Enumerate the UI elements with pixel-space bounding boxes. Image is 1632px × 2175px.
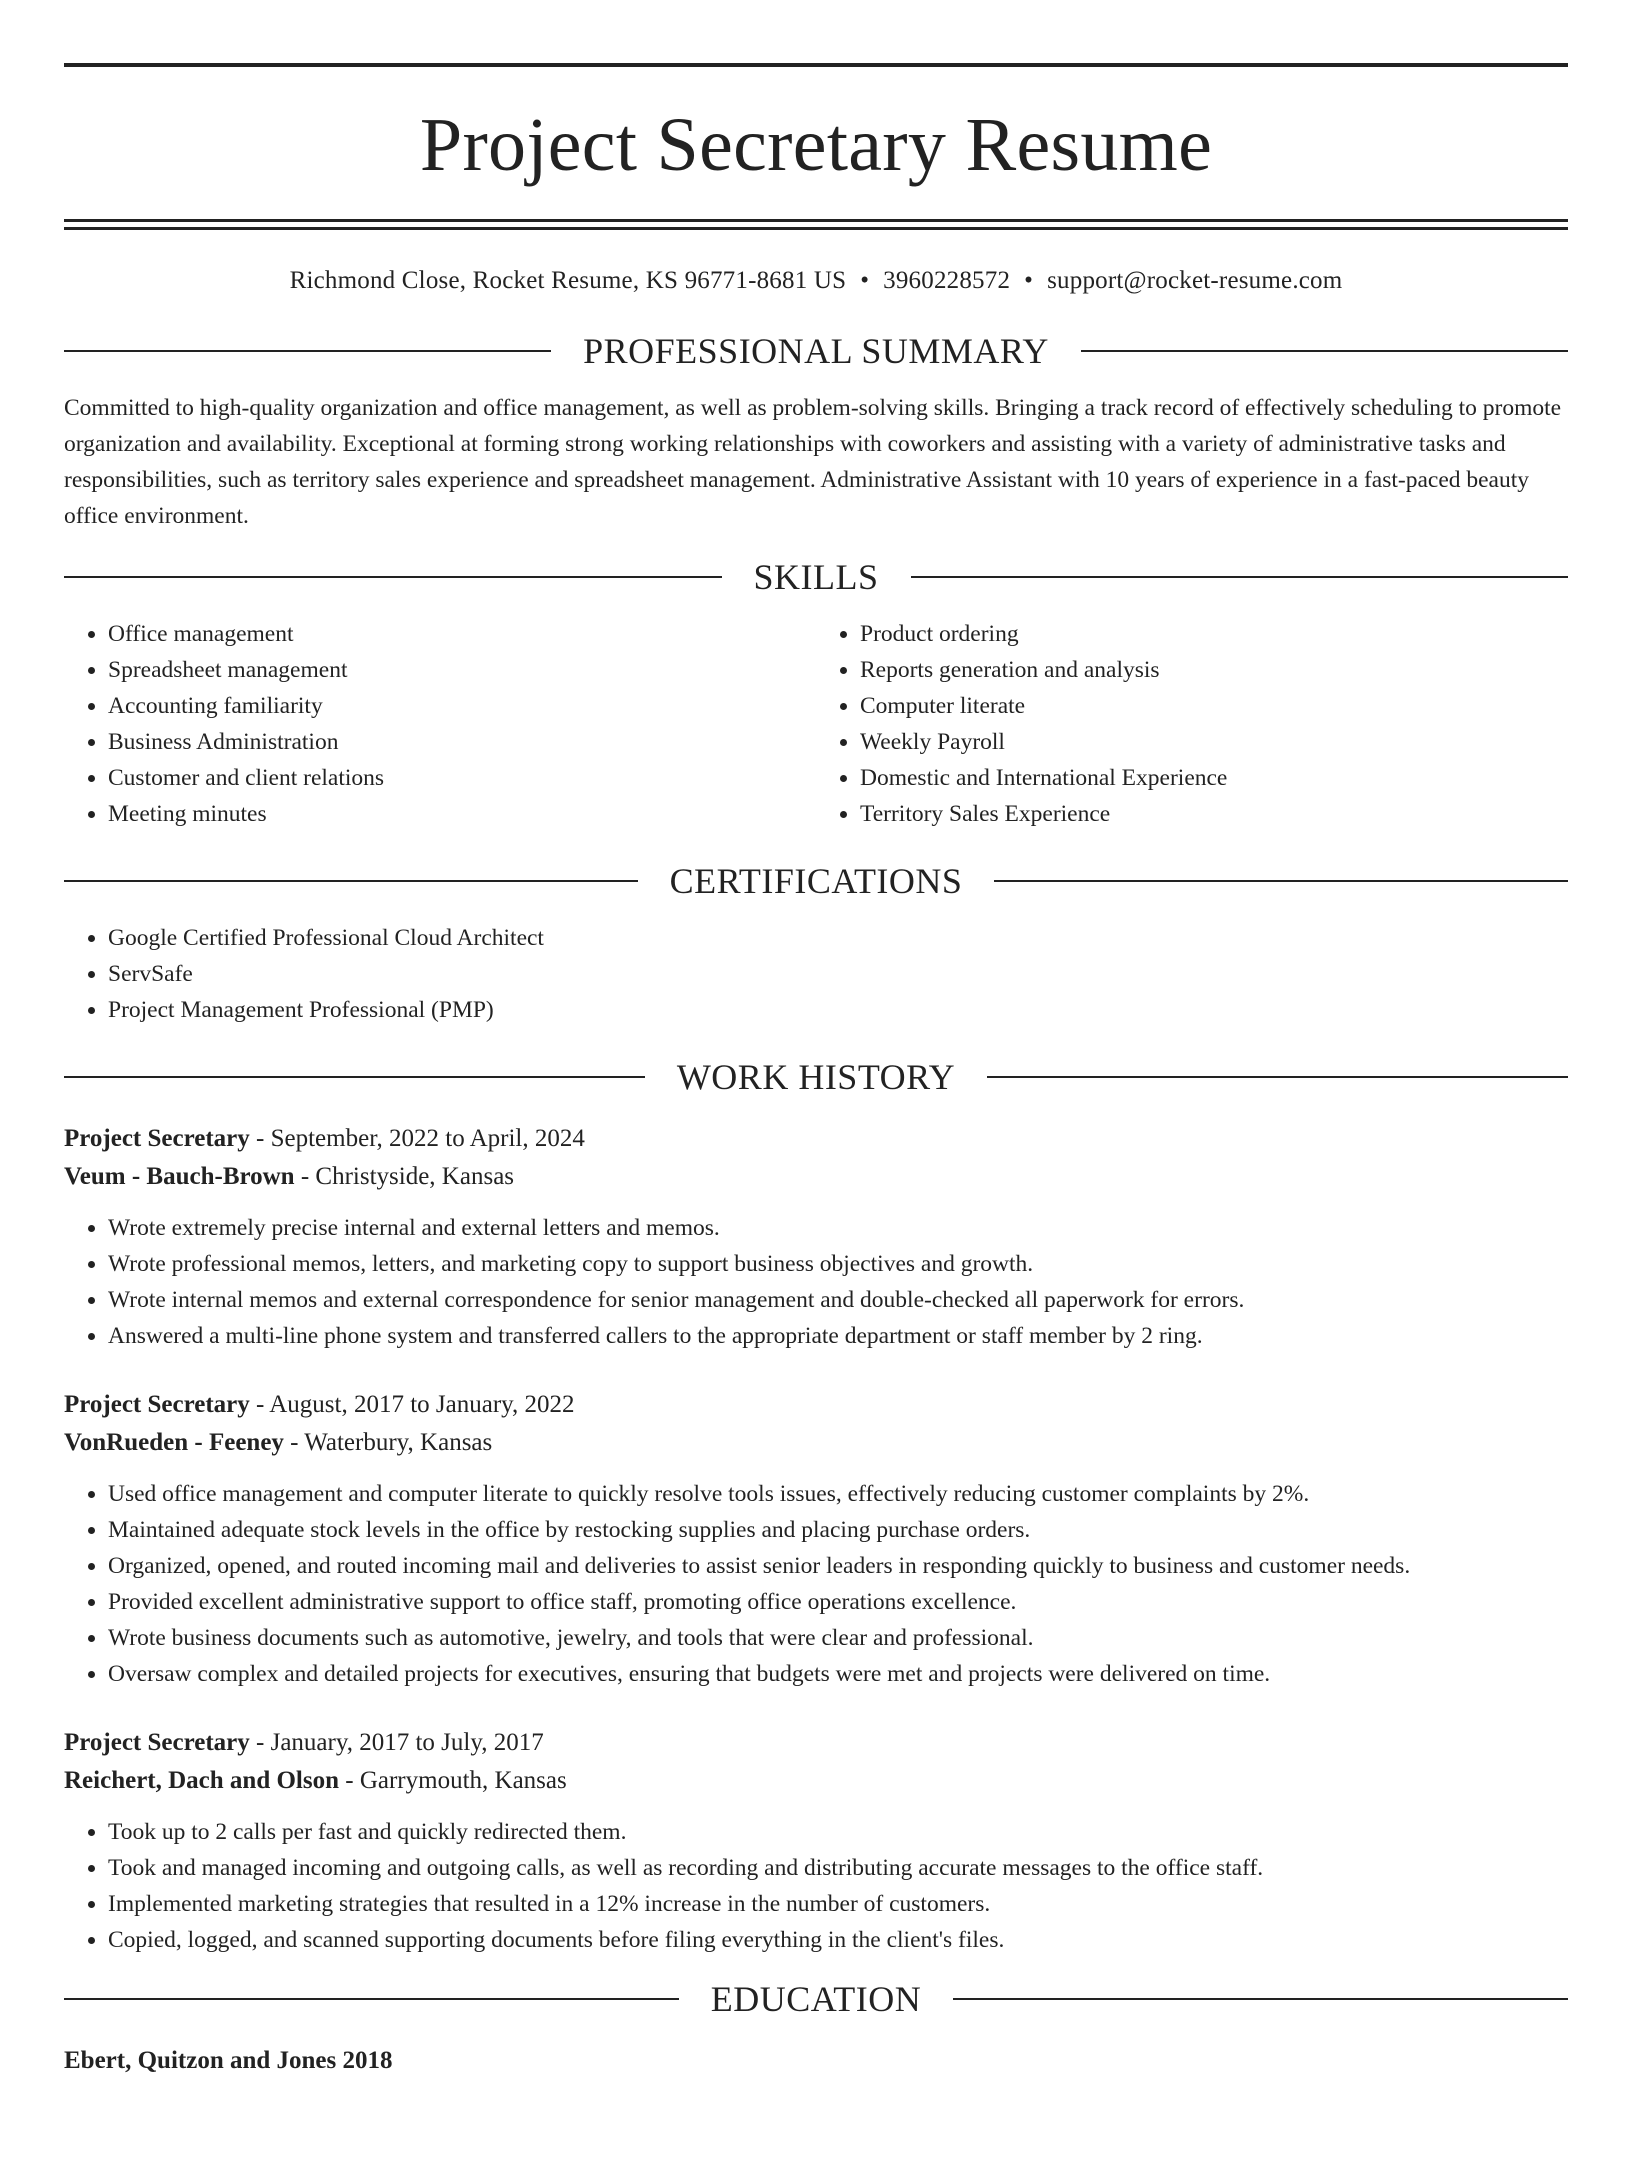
divider-line bbox=[987, 1076, 1568, 1078]
job-company-line bbox=[64, 1762, 1568, 1800]
job-location: - Christyside, Kansas bbox=[294, 1163, 515, 1190]
page-title: Project Secretary Resume bbox=[419, 103, 1213, 187]
certification-item: • Project Management Professional (PMP) bbox=[108, 992, 1568, 1028]
job-dates: - August, 2017 to January, 2022 bbox=[249, 1391, 575, 1418]
skill-item: • Customer and client relations bbox=[108, 760, 816, 796]
divider-line bbox=[64, 576, 722, 578]
section-header-skills bbox=[64, 556, 1568, 598]
job-title-line bbox=[64, 1120, 1568, 1158]
job-bullet: • Took and managed incoming and outgoing calls, as well as recording and distributing accurate messages to the office staff. bbox=[108, 1850, 1568, 1886]
divider-line bbox=[911, 576, 1569, 578]
skill-item: • Weekly Payroll bbox=[860, 724, 1568, 760]
certification-item: • ServSafe bbox=[108, 956, 1568, 992]
title-double-rule bbox=[64, 219, 1568, 230]
job-bullet: • Wrote extremely precise internal and external letters and memos. bbox=[108, 1210, 1568, 1246]
job-bullet: • Wrote business documents such as automotive, jewelry, and tools that were clear and professional. bbox=[108, 1620, 1568, 1656]
job-role: Project Secretary bbox=[64, 1125, 250, 1152]
skill-item: • Business Administration bbox=[108, 724, 816, 760]
resume-page bbox=[0, 63, 1632, 2175]
divider-line bbox=[64, 1076, 645, 1078]
contact-separator: • bbox=[1024, 267, 1034, 294]
job-bullet: • Wrote internal memos and external correspondence for senior management and double-checked all paperwork for errors. bbox=[108, 1282, 1568, 1318]
section-header-work-history bbox=[64, 1056, 1568, 1098]
divider-line bbox=[1081, 350, 1568, 352]
skill-item: • Domestic and International Experience bbox=[860, 760, 1568, 796]
job-entry bbox=[64, 1386, 1568, 1692]
job-company: VonRueden - Feeney bbox=[64, 1429, 284, 1456]
contact-phone: 3960228572 bbox=[883, 267, 1011, 294]
education-entry: Ebert, Quitzon and Jones 2018 bbox=[64, 2047, 393, 2074]
job-dates: - January, 2017 to July, 2017 bbox=[249, 1729, 544, 1756]
job-dates: - September, 2022 to April, 2024 bbox=[249, 1125, 585, 1152]
job-entry bbox=[64, 1724, 1568, 1958]
contact-line bbox=[64, 266, 1568, 296]
job-location: - Waterbury, Kansas bbox=[283, 1429, 493, 1456]
job-bullet: • Provided excellent administrative support to office staff, promoting office operations excellence. bbox=[108, 1584, 1568, 1620]
job-bullet: • Wrote professional memos, letters, and marketing copy to support business objectives and growth. bbox=[108, 1246, 1568, 1282]
certifications-list bbox=[64, 920, 1568, 1028]
job-bullets bbox=[64, 1476, 1568, 1692]
summary-text: Committed to high-quality organization and office management, as well as problem-solving skills. Bringing a track record of effectively scheduling to promote organization and availability. Exceptional at forming strong working relationships with coworkers and assisting with a variety of administrative tasks and responsibilities, such as territory sales experience and spreadsheet management. Administrative Assistant with 10 years of experience in a fast-paced beauty office environment. bbox=[64, 395, 1562, 529]
section-header-summary bbox=[64, 330, 1568, 372]
section-title-education: EDUCATION bbox=[710, 1979, 922, 2019]
skill-item: • Reports generation and analysis bbox=[860, 652, 1568, 688]
section-header-certifications bbox=[64, 860, 1568, 902]
job-bullet: • Took up to 2 calls per fast and quickly redirected them. bbox=[108, 1814, 1568, 1850]
job-company: Veum - Bauch-Brown bbox=[64, 1163, 295, 1190]
job-company: Reichert, Dach and Olson bbox=[64, 1767, 339, 1794]
job-bullet: • Maintained adequate stock levels in the office by restocking supplies and placing purchase orders. bbox=[108, 1512, 1568, 1548]
divider-line bbox=[994, 880, 1568, 882]
job-location: - Garrymouth, Kansas bbox=[339, 1767, 567, 1794]
job-title-line bbox=[64, 1386, 1568, 1424]
job-bullet: • Used office management and computer literate to quickly resolve tools issues, effectively reducing customer complaints by 2%. bbox=[108, 1476, 1568, 1512]
skill-item: • Meeting minutes bbox=[108, 796, 816, 832]
job-bullets bbox=[64, 1210, 1568, 1354]
section-title-skills: SKILLS bbox=[753, 557, 879, 597]
top-rule bbox=[64, 63, 1568, 67]
skills-list-left bbox=[64, 616, 816, 832]
certification-item: • Google Certified Professional Cloud Architect bbox=[108, 920, 1568, 956]
job-bullet: • Oversaw complex and detailed projects for executives, ensuring that budgets were met and projects were delivered on time. bbox=[108, 1656, 1568, 1692]
job-bullets bbox=[64, 1814, 1568, 1958]
divider-line bbox=[64, 880, 638, 882]
job-bullet: • Organized, opened, and routed incoming mail and deliveries to assist senior leaders in responding quickly to business and customer needs. bbox=[108, 1548, 1568, 1584]
divider-line bbox=[64, 350, 551, 352]
section-title-summary: PROFESSIONAL SUMMARY bbox=[583, 331, 1049, 371]
divider-line bbox=[953, 1998, 1568, 2000]
job-role: Project Secretary bbox=[64, 1391, 250, 1418]
skill-item: • Office management bbox=[108, 616, 816, 652]
contact-email: support@rocket-resume.com bbox=[1047, 267, 1343, 294]
skill-item: • Product ordering bbox=[860, 616, 1568, 652]
skills-grid bbox=[64, 616, 1568, 832]
contact-address: Richmond Close, Rocket Resume, KS 96771-8681 US bbox=[289, 267, 847, 294]
section-title-work-history: WORK HISTORY bbox=[676, 1057, 956, 1097]
job-entry bbox=[64, 1120, 1568, 1354]
job-company-line bbox=[64, 1158, 1568, 1196]
section-title-certifications: CERTIFICATIONS bbox=[669, 861, 963, 901]
skill-item: • Territory Sales Experience bbox=[860, 796, 1568, 832]
job-bullet: • Implemented marketing strategies that resulted in a 12% increase in the number of customers. bbox=[108, 1886, 1568, 1922]
skills-list-right bbox=[816, 616, 1568, 832]
divider-line bbox=[64, 1998, 679, 2000]
contact-separator: • bbox=[860, 267, 870, 294]
skill-item: • Computer literate bbox=[860, 688, 1568, 724]
job-company-line bbox=[64, 1424, 1568, 1462]
section-header-education bbox=[64, 1978, 1568, 2020]
skill-item: • Accounting familiarity bbox=[108, 688, 816, 724]
skill-item: • Spreadsheet management bbox=[108, 652, 816, 688]
job-role: Project Secretary bbox=[64, 1729, 250, 1756]
job-title-line bbox=[64, 1724, 1568, 1762]
job-bullet: • Answered a multi-line phone system and transferred callers to the appropriate department or staff member by 2 ring. bbox=[108, 1318, 1568, 1354]
job-bullet: • Copied, logged, and scanned supporting documents before filing everything in the client's files. bbox=[108, 1922, 1568, 1958]
